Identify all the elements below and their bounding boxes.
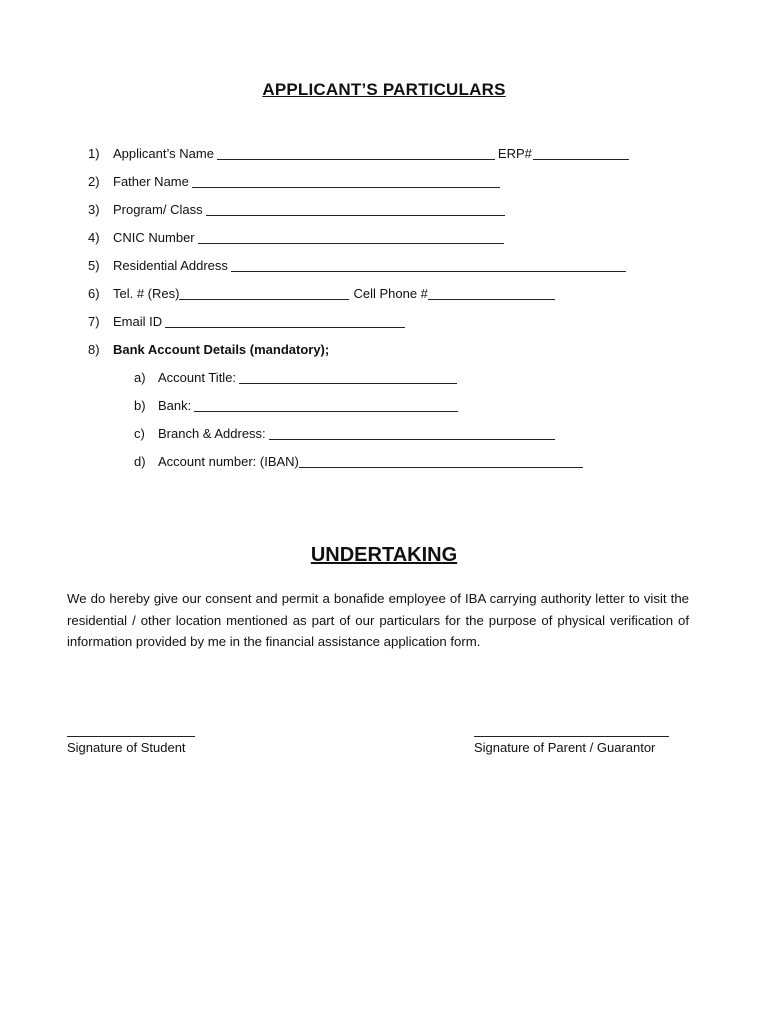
residential-address-field[interactable] bbox=[231, 260, 626, 272]
item-label: Residential Address bbox=[113, 258, 228, 273]
email-field[interactable] bbox=[165, 316, 405, 328]
list-item-program-class bbox=[88, 202, 728, 230]
particulars-list bbox=[88, 146, 728, 482]
program-class-field[interactable] bbox=[206, 204, 505, 216]
page-title: APPLICANT’S PARTICULARS bbox=[262, 80, 506, 99]
tel-res-field[interactable] bbox=[179, 288, 349, 300]
cell-phone-label: Cell Phone # bbox=[353, 286, 428, 301]
item-number: 3) bbox=[88, 202, 100, 217]
list-item-father-name bbox=[88, 174, 728, 202]
applicant-name-field[interactable] bbox=[217, 148, 495, 160]
cnic-number-field[interactable] bbox=[198, 232, 504, 244]
list-item-applicant-name bbox=[88, 146, 728, 174]
student-signature-line[interactable] bbox=[67, 722, 195, 737]
item-label: Tel. # (Res) bbox=[113, 286, 180, 301]
item-label: CNIC Number bbox=[113, 230, 195, 245]
item-label: Father Name bbox=[113, 174, 189, 189]
bank-field[interactable] bbox=[194, 400, 458, 412]
item-letter: c) bbox=[134, 426, 145, 441]
item-label: Branch & Address: bbox=[158, 426, 266, 441]
undertaking-heading: UNDERTAKING bbox=[310, 544, 458, 566]
item-number: 2) bbox=[88, 174, 100, 189]
item-number: 4) bbox=[88, 230, 100, 245]
item-number: 5) bbox=[88, 258, 100, 273]
list-item-bank bbox=[88, 398, 728, 426]
item-label: Account Title: bbox=[158, 370, 237, 385]
list-item-residential-address bbox=[88, 258, 728, 286]
list-item-telephone bbox=[88, 286, 728, 314]
item-number: 1) bbox=[88, 146, 100, 161]
list-item-account-number bbox=[88, 454, 728, 482]
item-label: Program/ Class bbox=[113, 202, 203, 217]
item-number: 8) bbox=[88, 342, 100, 357]
cell-phone-field[interactable] bbox=[428, 288, 555, 300]
list-item-email bbox=[88, 314, 728, 342]
item-label: Account number: (IBAN) bbox=[158, 454, 299, 469]
bank-details-heading: Bank Account Details (mandatory); bbox=[113, 342, 330, 357]
undertaking-text: We do hereby give our consent and permit a bonafide employee of IBA carrying authority letter to visit the residential / other location mentioned as part of our particulars for the purpose of physical verification of information provided by me in the financial assistance application form. bbox=[67, 591, 689, 649]
parent-signature-line[interactable] bbox=[474, 722, 669, 737]
item-letter: b) bbox=[134, 398, 146, 413]
parent-signature-label: Signature of Parent / Guarantor bbox=[474, 740, 656, 755]
list-item-branch-address bbox=[88, 426, 728, 454]
list-item-cnic-number bbox=[88, 230, 728, 258]
item-number: 7) bbox=[88, 314, 100, 329]
student-signature-label: Signature of Student bbox=[67, 740, 186, 755]
erp-field[interactable] bbox=[533, 148, 629, 160]
branch-address-field[interactable] bbox=[269, 428, 555, 440]
list-item-bank-details bbox=[88, 342, 728, 370]
father-name-field[interactable] bbox=[192, 176, 500, 188]
list-item-account-title bbox=[88, 370, 728, 398]
item-label: Applicant’s Name bbox=[113, 146, 214, 161]
erp-label: ERP# bbox=[497, 146, 532, 161]
item-letter: d) bbox=[134, 454, 146, 469]
item-label: Bank: bbox=[158, 398, 192, 413]
account-title-field[interactable] bbox=[239, 372, 457, 384]
item-label: Email ID bbox=[113, 314, 163, 329]
account-number-field[interactable] bbox=[299, 456, 583, 468]
item-letter: a) bbox=[134, 370, 146, 385]
item-number: 6) bbox=[88, 286, 100, 301]
